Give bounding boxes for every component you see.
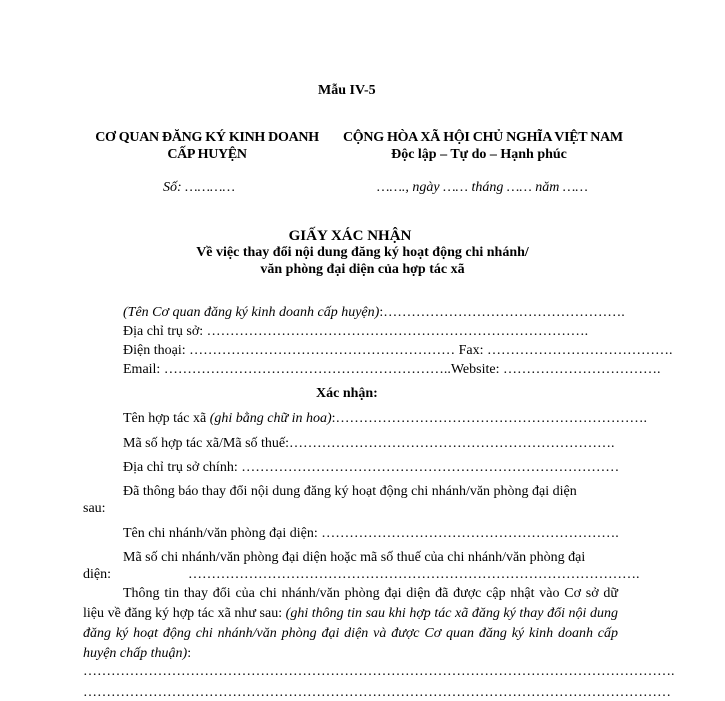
document-title: GIẤY XÁC NHẬN <box>288 228 412 244</box>
notified-line2: sau: <box>83 501 106 516</box>
document-date: ……., ngày …… tháng …… năm …… <box>377 180 588 195</box>
agency-name-fill: :……………………………………………. <box>379 305 625 320</box>
coop-name-label: Tên hợp tác xã <box>123 411 210 426</box>
branch-code-line1: Mã số chi nhánh/văn phòng đại diện hoặc mã số thuế của chi nhánh/văn phòng đại <box>123 550 586 565</box>
agency-name-label: (Tên Cơ quan đăng ký kinh doanh cấp huyện) <box>123 305 380 320</box>
branch-code-line2-fill: ……………………………………………………………………………………. <box>188 567 640 582</box>
coop-address-line: Địa chỉ trụ sở chính: ……………………………………………………………………… <box>123 460 620 475</box>
document-subtitle-line1: Về việc thay đổi nội dung đăng ký hoạt động chi nhánh/ <box>196 245 529 260</box>
agency-name-line <box>123 305 625 321</box>
blank-line-1: ………………………………………………………………………………………………………………. <box>83 664 675 679</box>
document-number: Số: ………… <box>163 180 235 195</box>
agency-header-line1: CƠ QUAN ĐĂNG KÝ KINH DOANH <box>95 130 319 145</box>
coop-name-line <box>123 411 647 427</box>
branch-name-line: Tên chi nhánh/văn phòng đại diện: ………………………………………………………. <box>123 526 619 541</box>
update-paragraph <box>83 584 618 664</box>
national-title: CỘNG HÒA XÃ HỘI CHỦ NGHĨA VIỆT NAM <box>343 130 623 145</box>
document-subtitle-line2: văn phòng đại diện của hợp tác xã <box>260 262 465 277</box>
agency-phone-fax-line: Điện thoại: ………………………………………………… Fax: …………………………………. <box>123 343 673 358</box>
form-code: Mẫu IV-5 <box>318 83 376 98</box>
coop-name-hint: (ghi bằng chữ in hoa) <box>209 411 332 426</box>
update-text-colon: : <box>187 646 192 661</box>
update-text: Thông tin thay đổi của chi nhánh/văn phòng đại diện đã được cập nhật vào Cơ sở dữ liệu về đăng ký hợp tác xã như sau: <box>83 586 618 621</box>
agency-header-line2: CẤP HUYỆN <box>167 147 247 162</box>
update-text-instruction: (ghi thông tin sau khi hợp tác xã đăng ký thay đổi nội dung đăng ký hoạt động chi nhánh/văn phòng đại diện và được Cơ quan đăng ký kinh doanh cấp huyện chấp thuận) <box>83 606 619 661</box>
coop-code-line: Mã số hợp tác xã/Mã số thuế:……………………………………………………………. <box>123 436 615 451</box>
blank-line-2: ……………………………………………………………………………………………………………… <box>83 685 671 700</box>
agency-email-website-line: Email: ……………………………………………………..Website: ……………………………. <box>123 362 661 377</box>
notified-line1: Đã thông báo thay đổi nội dung đăng ký hoạt động chi nhánh/văn phòng đại diện <box>123 484 577 499</box>
national-motto: Độc lập – Tự do – Hạnh phúc <box>391 147 567 162</box>
agency-address-line: Địa chỉ trụ sở: ………………………………………………………………………. <box>123 324 589 339</box>
branch-code-line2-label: diện: <box>83 567 111 582</box>
coop-name-fill: :…………………………………………………………. <box>331 411 648 426</box>
confirm-heading: Xác nhận: <box>316 386 378 401</box>
